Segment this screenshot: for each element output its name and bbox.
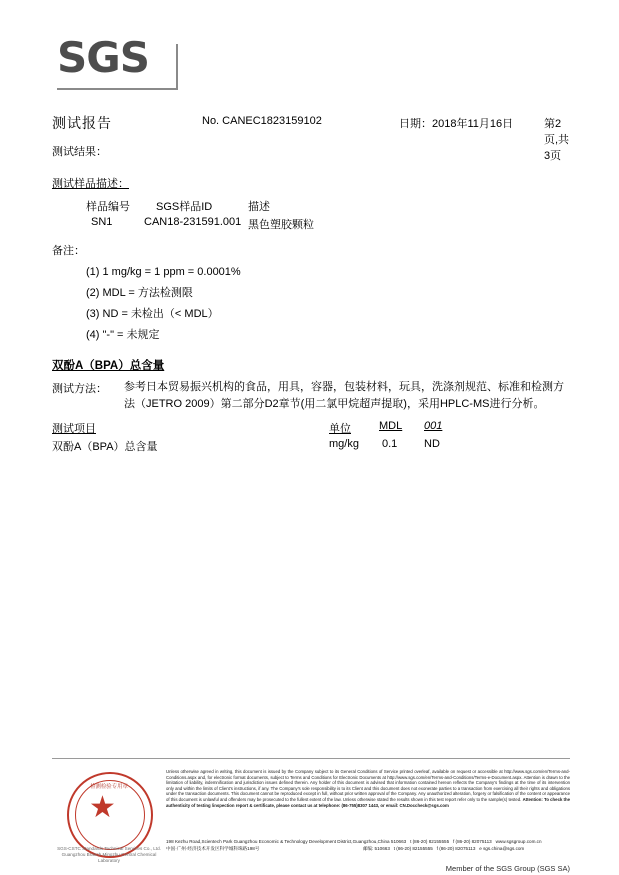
address-chinese-zip: 邮编: 510663: [362, 846, 390, 851]
page-indicator: 第2页,共3页: [544, 118, 570, 162]
footer-address: [166, 838, 570, 852]
method-line-1: 参考日本贸易振兴机构的食品，用具，容器，包装材料，玩具，洗涤剂规范、标准和检测方: [124, 381, 564, 393]
note-item-3: (3) ND = 未检出（< MDL）: [86, 308, 219, 320]
footer-disclaimer: [166, 769, 570, 808]
section-title: 双酚A（BPA）总含量: [52, 360, 165, 372]
disclaimer-text: Unless otherwise agreed in writing, this document is issued by the Company subject to its General Conditions of Service printed overleaf, available on request or accessible at http://www.sgs.com/en/Terms-and-Conditions.aspx and, for electronic format documents, subject to Terms and Conditions for Electronic Documents at http://www.sgs.com/en/Terms-and-Conditions/Terms-e-Document.aspx. Attention is drawn to the limitation of liability, indemnification and jurisdiction issues defined therein. Any holder of this document is advised that information contained hereon reflects the Company's findings at the time of its intervention only and within the limits of Client's instructions, if any. The Company's sole responsibility is to its Client and this document does not exonerate parties to a transaction from exercising all their rights and obligations under the transaction documents. This document cannot be reproduced except in full, without prior written approval of the Company. Any unauthorized alteration, forgery or falsification of the content or appearance of this document is unlawful and offenders may be prosecuted to the fullest extent of the law. Unless otherwise stated the results shown in this test report refer only to the sample(s) tested.: [166, 769, 570, 802]
results-col-item: 测试项目: [52, 423, 96, 435]
address-english-web: www.sgsgroup.com.cn: [495, 839, 542, 844]
address-chinese-row: [166, 845, 570, 852]
sample-no: SN1: [91, 216, 113, 228]
stamp-label: [57, 846, 161, 864]
sample-desc-heading: 测试样品描述：: [52, 178, 129, 190]
address-english-tel: t (86-20) 82155555: [410, 839, 450, 844]
footer-member-line: Member of the SGS Group (SGS SA): [445, 864, 570, 873]
note-item-2: (2) MDL = 方法检测限: [86, 287, 193, 299]
results-label: 测试结果：: [52, 146, 107, 158]
sample-id: CAN18-231591.001: [144, 216, 242, 228]
result-value: ND: [424, 438, 440, 450]
address-english-fax: f (86-20) 82075113: [452, 839, 492, 844]
sample-col-desc: 描述: [248, 201, 270, 213]
note-item-1: (1) 1 mg/kg = 1 ppm = 0.0001%: [86, 266, 241, 278]
result-mdl: 0.1: [382, 438, 398, 450]
notes-heading: 备注：: [52, 245, 85, 257]
method-label: 测试方法：: [52, 383, 107, 395]
stamp-chinese-text: 检测检验专用章: [90, 784, 128, 790]
address-english-row: [166, 838, 570, 845]
result-item: 双酚A（BPA）总含量: [52, 441, 158, 453]
method-line-2: 法（JETRO 2009）第二部分D2章节(用二氯甲烷超声提取)，采用HPLC-MS进行分析。: [124, 398, 545, 410]
address-chinese-mail: e sgs.china@sgs.com: [479, 846, 525, 851]
sample-description: 黑色塑胶颗粒: [248, 219, 314, 231]
attention-notice: Attention: To check the authenticity of testing /inspection report & certificate, please contact us at telephone: (86-755)8307 1443, or email: CN.Doccheck@sgs.com: [166, 796, 570, 808]
report-date: 日期：2018年11月16日: [399, 118, 514, 130]
address-chinese-tel: t (86-20) 82155555: [393, 846, 433, 851]
address-english: 198 Kezhu Road,Scientech Park Guangzhou Economic & Technology Development District,Guangzhou,China 510663: [166, 839, 407, 844]
footer-divider: [52, 758, 570, 759]
stamp-label-line-2: Guangzhou Branch Mingzhu Central Chemical Laboratory: [61, 852, 157, 863]
sample-col-no: 样品编号: [86, 201, 130, 213]
results-col-sample: 001: [424, 420, 443, 432]
report-number: No. CANEC1823159102: [202, 115, 322, 127]
sgs-logo-text: SGS: [57, 33, 149, 82]
logo-vertical-rule: [176, 44, 178, 90]
results-col-unit: 单位: [329, 423, 351, 435]
address-chinese: 中国·广州·经济技术开发区科学城科珠路198号: [166, 846, 260, 851]
result-unit: mg/kg: [329, 438, 359, 450]
logo-underline: [57, 88, 176, 90]
address-chinese-fax: f (86-20) 82075113: [436, 846, 476, 851]
sample-col-id: SGS样品ID: [156, 201, 213, 213]
note-item-4: (4) "-" = 未规定: [86, 329, 160, 341]
sgs-logo: [57, 33, 187, 88]
stamp-label-line-1: SGS-CSTC Standards Technical Services Co., Ltd.: [57, 846, 161, 851]
page-title: 测试报告: [52, 115, 112, 131]
company-stamp: [57, 770, 161, 862]
results-col-mdl: MDL: [379, 420, 403, 432]
